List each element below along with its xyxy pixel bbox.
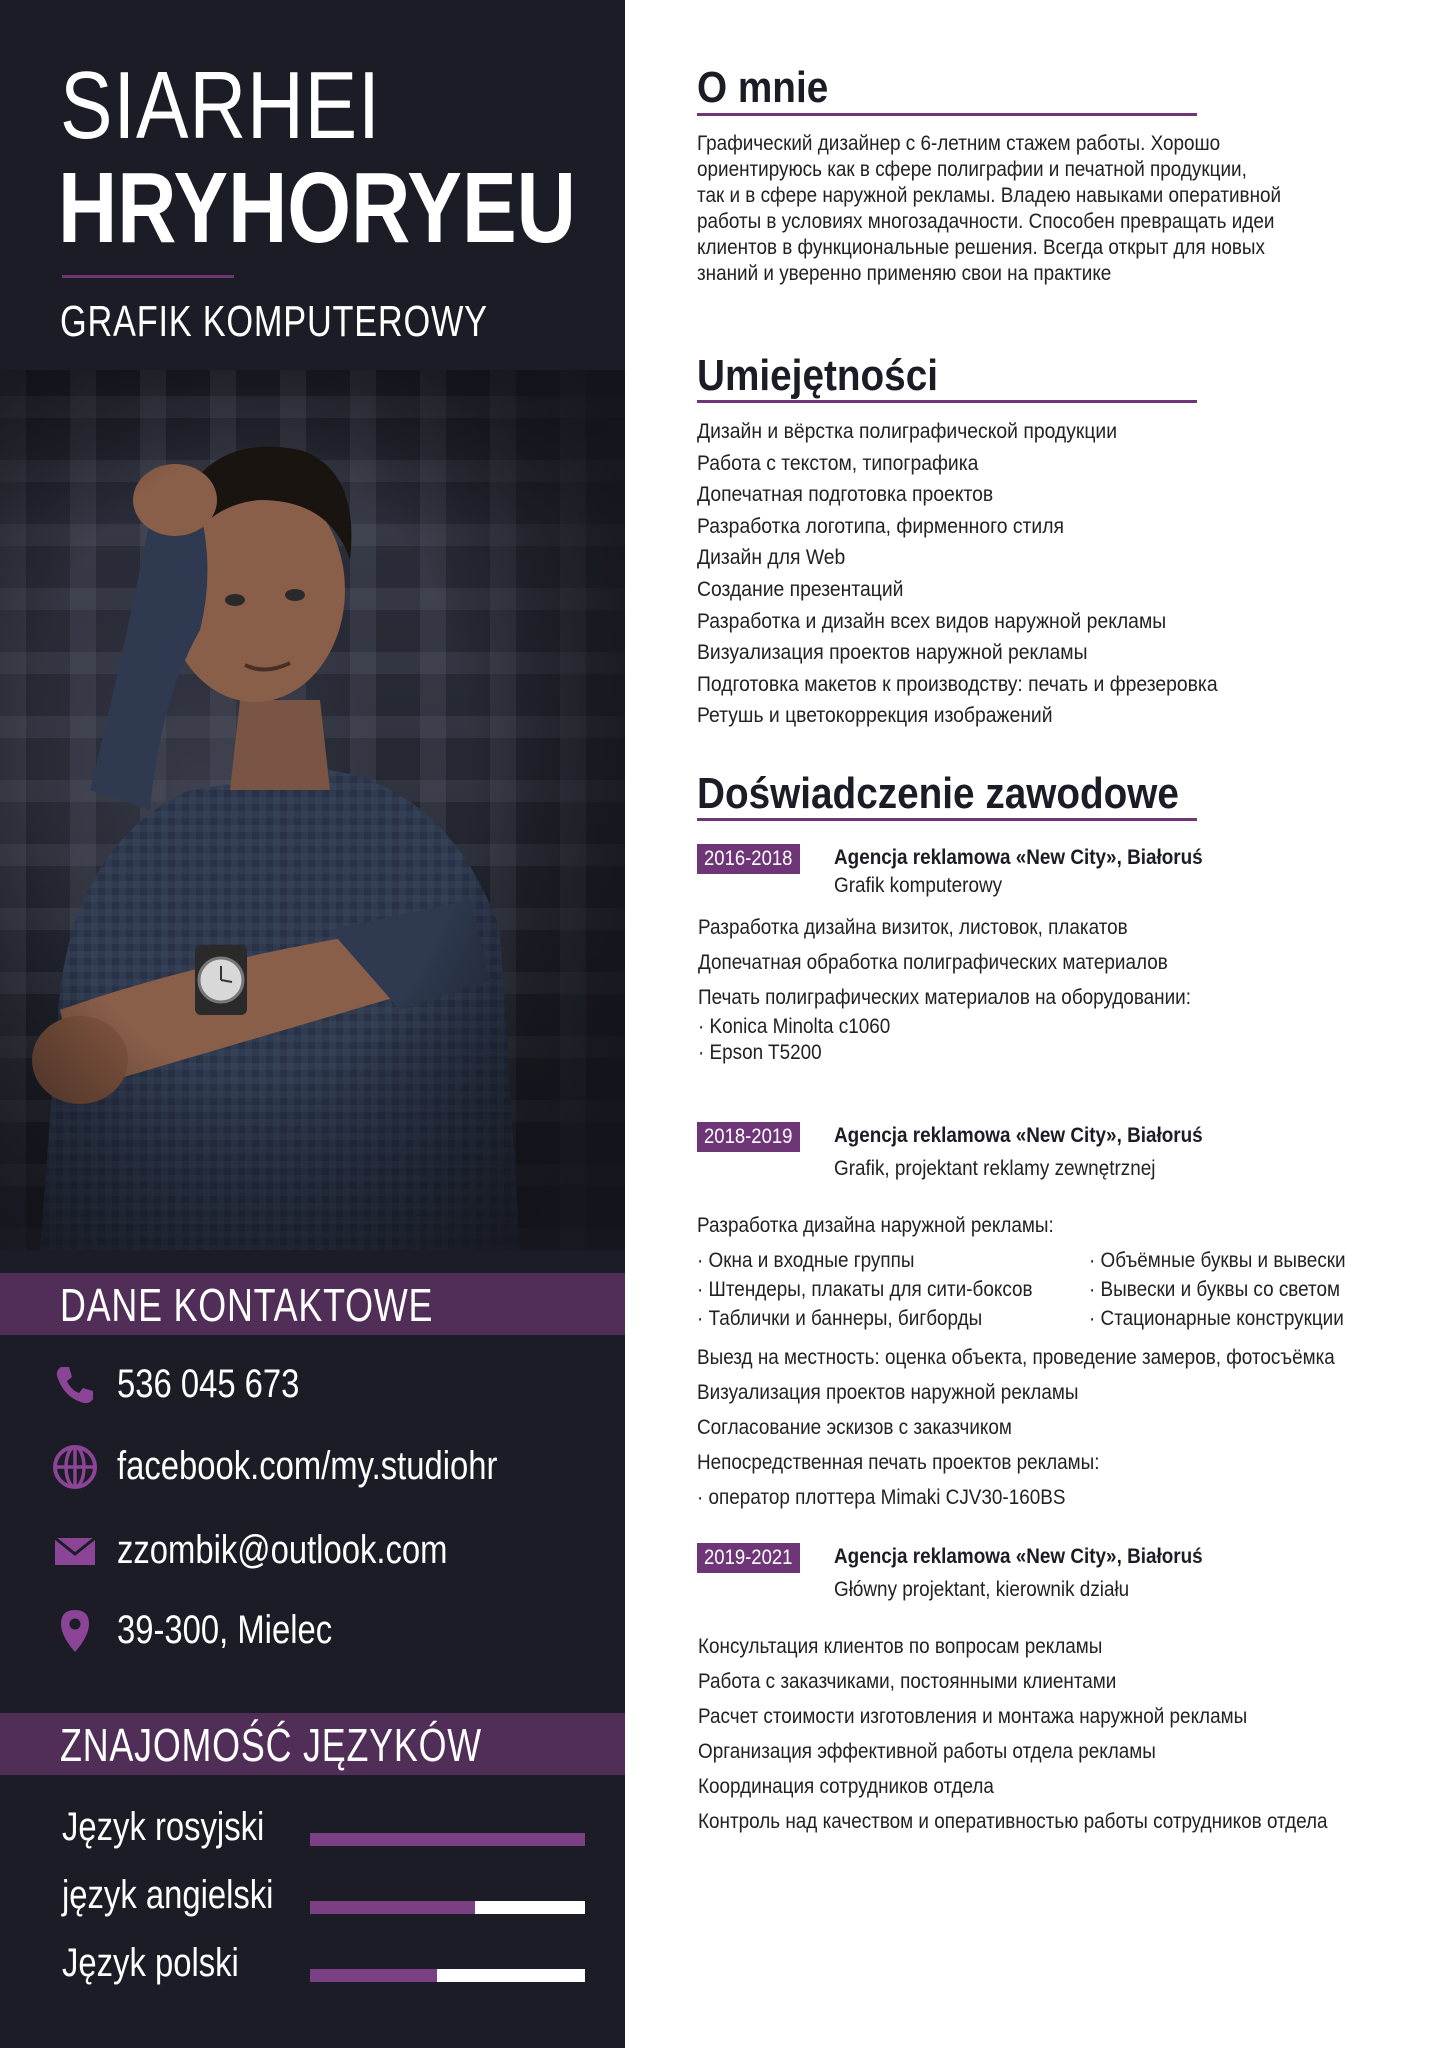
job-duty: Консультация клиентов по вопросам рекламы [698, 1635, 1103, 1658]
contact-email[interactable] [0, 1522, 625, 1582]
skills-list [697, 418, 1275, 734]
job-duty-bullet: · Объёмные буквы и вывески [1089, 1249, 1346, 1272]
job-period-badge [697, 1543, 800, 1573]
job-duty: Разработка дизайна визиток, листовок, плакатов [698, 916, 1128, 939]
job-role: Grafik, projektant reklamy zewnętrznej [834, 1157, 1156, 1180]
location-pin-icon [52, 1608, 98, 1654]
skill-item: Разработка логотипа, фирменного стиля [697, 513, 1064, 538]
website-link[interactable]: facebook.com/my.studiohr [117, 1444, 498, 1488]
skill-item: Допечатная подготовка проектов [697, 482, 994, 507]
job-duty: · оператор плоттера Mimaki CJV30-160BS [697, 1486, 1066, 1509]
job-duty-bullet: · Вывески и буквы со светом [1089, 1278, 1340, 1301]
job-period: 2019-2021 [704, 1546, 793, 1569]
job-company: Agencja reklamowa «New City», Białoruś [834, 846, 1203, 869]
language-row [0, 1873, 625, 1929]
address-text: 39-300, Mielec [117, 1608, 333, 1652]
job-role: Główny projektant, kierownik działu [834, 1578, 1130, 1601]
job-role: Grafik komputerowy [834, 874, 1003, 897]
about-underline [697, 113, 1197, 116]
mail-icon [52, 1528, 98, 1574]
language-level-bar [310, 1833, 585, 1846]
job-duty: Работа с заказчиками, постоянными клиентами [698, 1670, 1117, 1693]
contact-website[interactable] [0, 1438, 625, 1498]
job-duty-intro: Разработка дизайна наружной рекламы: [697, 1214, 1054, 1237]
skills-heading: Umiejętności [697, 351, 939, 400]
contact-heading: DANE KONTAKTOWE [60, 1279, 434, 1331]
language-name: Język polski [62, 1941, 239, 1985]
job-company: Agencja reklamowa «New City», Białoruś [834, 1124, 1203, 1147]
sidebar [0, 0, 625, 2048]
job-period: 2018-2019 [704, 1125, 793, 1148]
portrait-illustration [0, 370, 625, 1250]
job-duty: · Konica Minolta c1060 [698, 1015, 891, 1038]
job-duty: Согласование эскизов с заказчиком [697, 1416, 1012, 1439]
language-level-fill [310, 1969, 437, 1982]
language-level-fill [310, 1901, 475, 1914]
job-duty-bullet: · Стационарные конструкции [1089, 1307, 1344, 1330]
job-duty-bullet: · Таблички и баннеры, бигборды [697, 1307, 983, 1330]
skill-item: Ретушь и цветокоррекция изображений [697, 703, 1053, 728]
about-line: ориентируюсь как в сфере полиграфии и печатной продукции, [697, 158, 1247, 181]
experience-heading: Doświadczenie zawodowe [697, 769, 1179, 818]
about-line: клиентов в функциональные решения. Всегда открыт для новых [697, 236, 1265, 259]
about-heading: O mnie [697, 63, 829, 112]
globe-icon [52, 1444, 98, 1490]
about-line: работы в условиях многозадачности. Способен превращать идеи [697, 210, 1275, 233]
job-company: Agencja reklamowa «New City», Białoruś [834, 1545, 1203, 1568]
last-name: HRYHORYEU [58, 152, 576, 264]
skill-item: Создание презентаций [697, 576, 904, 601]
job-duty: Координация сотрудников отдела [698, 1775, 994, 1798]
job-duty: · Epson T5200 [698, 1041, 822, 1064]
contact-heading-band [0, 1273, 625, 1335]
job-duty: Визуализация проектов наружной рекламы [697, 1381, 1079, 1404]
skill-item: Дизайн для Web [697, 545, 846, 570]
job-title: GRAFIK KOMPUTEROWY [60, 297, 488, 346]
profile-photo [0, 370, 625, 1250]
job-duty: Печать полиграфических материалов на оборудовании: [698, 986, 1191, 1009]
contact-address [0, 1602, 625, 1662]
phone-icon [52, 1362, 98, 1408]
phone-number: 536 045 673 [117, 1362, 300, 1406]
skill-item: Визуализация проектов наружной рекламы [697, 640, 1088, 665]
languages-heading-band [0, 1713, 625, 1775]
about-line: знаний и уверенно применяю свои на практике [697, 262, 1112, 285]
skills-underline [697, 400, 1197, 403]
language-row [0, 1805, 625, 1861]
skill-item: Разработка и дизайн всех видов наружной рекламы [697, 608, 1167, 633]
job-duty: Непосредственная печать проектов рекламы: [697, 1451, 1100, 1474]
job-duty: Допечатная обработка полиграфических материалов [698, 951, 1168, 974]
job-duty-bullet: · Окна и входные группы [697, 1249, 915, 1272]
language-name: język angielski [62, 1873, 274, 1917]
language-level-fill [310, 1833, 585, 1846]
job-duty: Организация эффективной работы отдела рекламы [698, 1740, 1156, 1763]
skill-item: Дизайн и вёрстка полиграфической продукции [697, 419, 1118, 443]
about-line: Графический дизайнер с 6-летним стажем работы. Хорошо [697, 132, 1221, 155]
job-duty: Выезд на местность: оценка объекта, проведение замеров, фотосъёмка [697, 1346, 1335, 1369]
skill-item: Подготовка макетов к производству: печать и фрезеровка [697, 671, 1218, 696]
about-line: так и в сфере наружной рекламы. Владею навыками оперативной [697, 184, 1282, 207]
job-duty-bullet: · Штендеры, плакаты для сити-боксов [697, 1278, 1033, 1301]
languages-heading: ZNAJOMOŚĆ JĘZYKÓW [60, 1719, 482, 1771]
language-row [0, 1941, 625, 1997]
job-period-badge [697, 844, 800, 874]
email-address[interactable]: zzombik@outlook.com [117, 1528, 448, 1572]
job-period-badge [697, 1122, 800, 1152]
experience-underline [697, 818, 1197, 821]
language-level-bar [310, 1969, 585, 1982]
skill-item: Работа с текстом, типографика [697, 450, 979, 475]
name-divider [62, 275, 234, 278]
job-period: 2016-2018 [704, 847, 793, 870]
first-name: SIARHEI [60, 52, 381, 159]
job-duty: Расчет стоимости изготовления и монтажа наружной рекламы [698, 1705, 1248, 1728]
language-level-bar [310, 1901, 585, 1914]
job-duty: Контроль над качеством и оперативностью работы сотрудников отдела [698, 1810, 1328, 1833]
contact-phone[interactable] [0, 1356, 625, 1416]
language-name: Język rosyjski [62, 1805, 265, 1849]
